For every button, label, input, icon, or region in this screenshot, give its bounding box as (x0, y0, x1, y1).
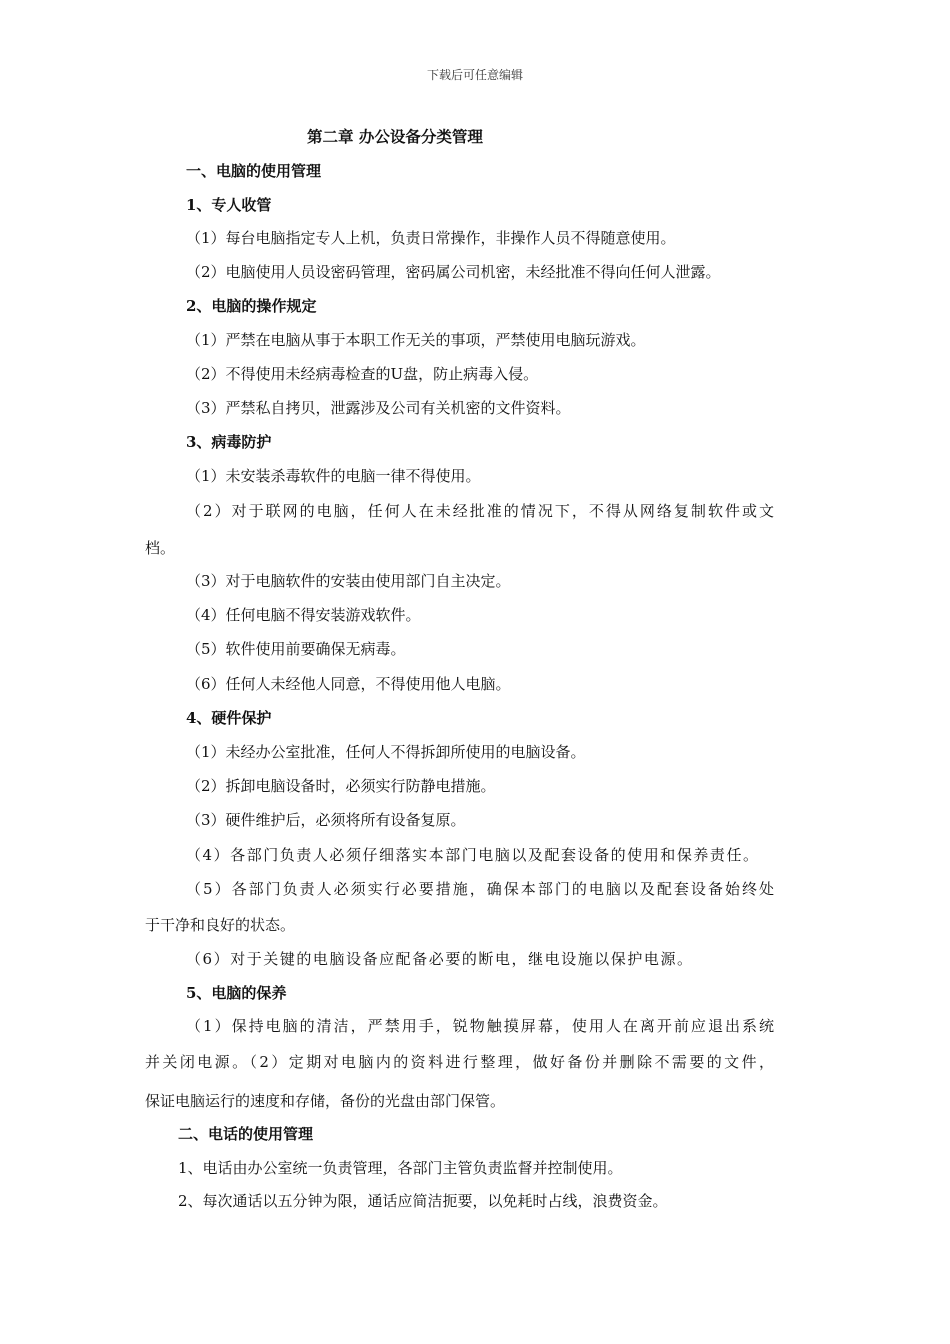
paragraph-line: （1）未安装杀毒软件的电脑一律不得使用。 (186, 467, 481, 485)
paragraph-line: （2）对于联网的电脑，任何人在未经批准的情况下，不得从网络复制软件或文 (186, 502, 774, 520)
subsection-heading: 2、电脑的操作规定 (186, 297, 317, 315)
subsection-heading: 5、电脑的保养 (186, 984, 287, 1002)
paragraph-line: （4）各部门负责人必须仔细落实本部门电脑以及配套设备的使用和保养责任。 (186, 846, 758, 864)
paragraph-line: （2）拆卸电脑设备时，必须实行防静电措施。 (186, 777, 496, 795)
paragraph-line: （4）任何电脑不得安装游戏软件。 (186, 606, 421, 624)
paragraph-line: （5）各部门负责人必须实行必要措施，确保本部门的电脑以及配套设备始终处 (186, 880, 774, 898)
paragraph-line: （6）任何人未经他人同意，不得使用他人电脑。 (186, 675, 511, 693)
paragraph-line: （2）不得使用未经病毒检查的U盘，防止病毒入侵。 (186, 365, 539, 383)
paragraph-line: （3）对于电脑软件的安装由使用部门自主决定。 (186, 572, 511, 590)
subsection-heading: 1、专人收管 (186, 196, 272, 214)
paragraph-line: 于干净和良好的状态。 (145, 916, 296, 934)
paragraph-line: 并关闭电源。（2）定期对电脑内的资料进行整理，做好备份并删除不需要的文件， (145, 1053, 774, 1071)
paragraph-line: （1）未经办公室批准，任何人不得拆卸所使用的电脑设备。 (186, 743, 586, 761)
page-header: 下载后可任意编辑 (426, 68, 523, 82)
paragraph-line: （1）严禁在电脑从事于本职工作无关的事项，严禁使用电脑玩游戏。 (186, 331, 646, 349)
paragraph-line: （1）保持电脑的清洁，严禁用手，锐物触摸屏幕，使用人在离开前应退出系统 (186, 1017, 774, 1035)
paragraph-line: （3）严禁私自拷贝，泄露涉及公司有关机密的文件资料。 (186, 399, 571, 417)
section-heading: 一、电脑的使用管理 (186, 162, 322, 180)
subsection-heading: 3、病毒防护 (186, 433, 272, 451)
chapter-title: 第二章 办公设备分类管理 (307, 127, 483, 146)
paragraph-line: 档。 (145, 539, 176, 557)
paragraph-line: （5）软件使用前要确保无病毒。 (186, 640, 406, 658)
paragraph-line: 保证电脑运行的速度和存储，备份的光盘由部门保管。 (145, 1092, 506, 1110)
paragraph-line: 2、每次通话以五分钟为限，通话应简洁扼要，以免耗时占线，浪费资金。 (178, 1192, 668, 1210)
subsection-heading: 4、硬件保护 (186, 709, 272, 727)
paragraph-line: 1、电话由办公室统一负责管理，各部门主管负责监督并控制使用。 (178, 1159, 623, 1177)
paragraph-line: （3）硬件维护后，必须将所有设备复原。 (186, 811, 466, 829)
paragraph-line: （2）电脑使用人员设密码管理，密码属公司机密，未经批准不得向任何人泄露。 (186, 263, 721, 281)
paragraph-line: （1）每台电脑指定专人上机，负责日常操作，非操作人员不得随意使用。 (186, 229, 676, 247)
paragraph-line: （6）对于关键的电脑设备应配备必要的断电，继电设施以保护电源。 (186, 950, 692, 968)
section-heading: 二、电话的使用管理 (178, 1125, 314, 1143)
